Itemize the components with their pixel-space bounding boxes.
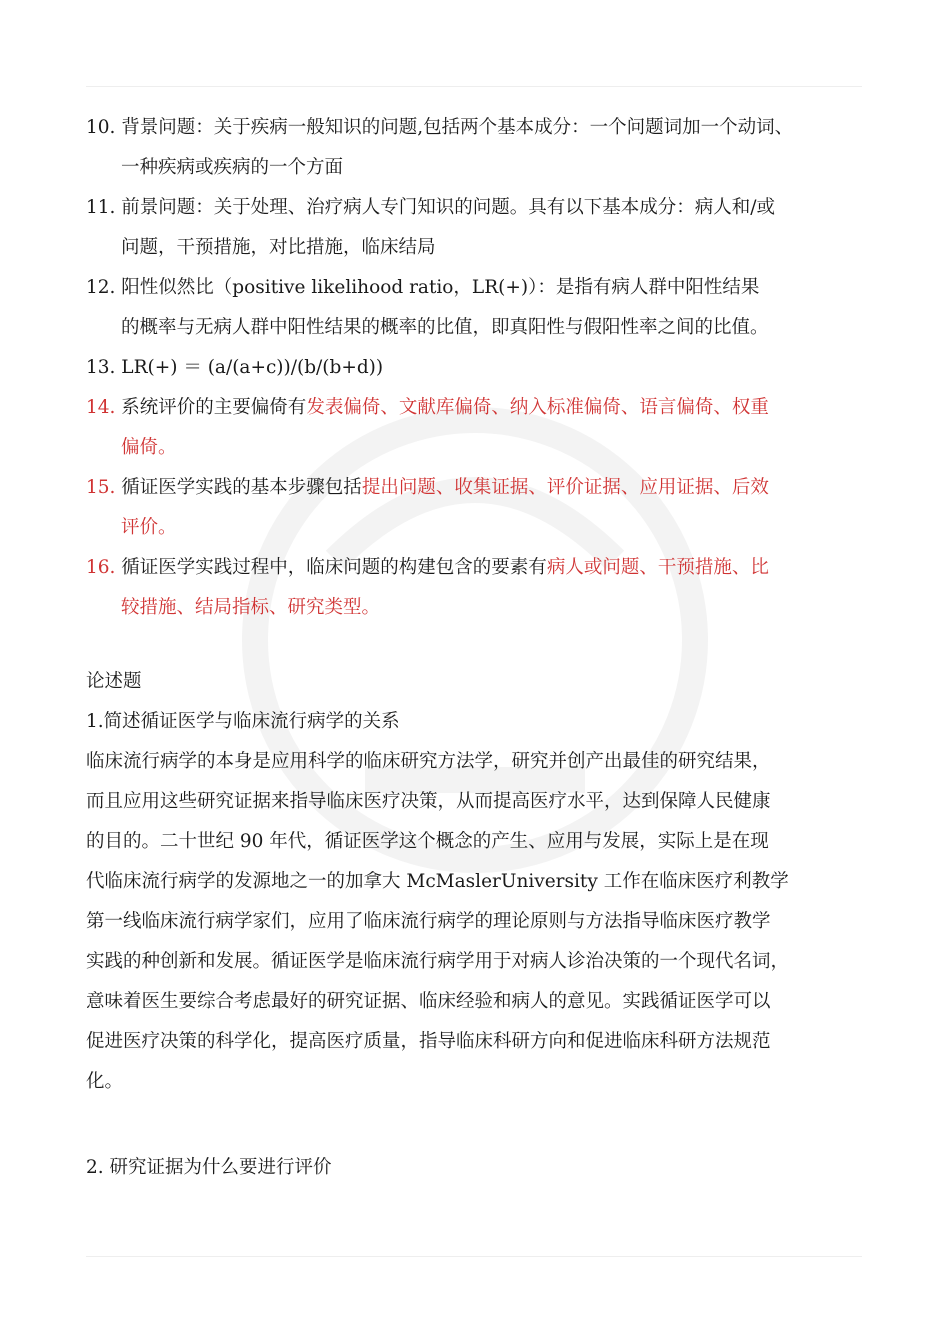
question-1: 1.简述循证医学与临床流行病学的关系: [86, 711, 400, 732]
document-body: [86, 108, 862, 1188]
list-item: 12. 阳性似然比（positive likelihood ratio，LR(+)）：是指有病人群中阳性结果 的概率与无病人群中阳性结果的概率的比值，即真阳性与假阳性率之间的比值。: [86, 277, 769, 338]
list-item: 11. 前景问题：关于处理、治疗病人专门知识的问题。具有以下基本成分：病人和/或 问题，干预措施，对比措施，临床结局: [86, 197, 776, 258]
question-2: 2. 研究证据为什么要进行评价: [86, 1157, 332, 1178]
list-item: 13. LR(+) ＝ (a/(a+c))/(b/(b+d)): [86, 357, 384, 378]
list-item: 14. 系统评价的主要偏倚有发表偏倚、文献库偏倚、纳入标准偏倚、语言偏倚、权重 偏倚。: [86, 397, 769, 458]
answer-paragraph: 临床流行病学的本身是应用科学的临床研究方法学，研究并创产出最佳的研究结果， 而且应用这些研究证据来指导临床医疗决策，从而提高医疗水平，达到保障人民健康 的目的。二十世纪 90 年代，循证医学这个概念的产生、应用与发展，实际上是在现 代临床流行病学的发源地之一的加拿大 McMaslerUniversity 工作在临床医疗利教学 第一线临床流行病学家们，应用了临床流行病学的理论原则与方法指导临床医疗教学 实践的种创新和发展。循证医学是临床流行病学用于对病人诊治决策的一个现代名词， 意味着医生要综合考虑最好的研究证据、临床经验和病人的意见。实践循证医学可以 促进医疗决策的科学化，提高医疗质量，指导临床科研方向和促进临床科研方法规范 化。: [86, 751, 790, 1092]
list-item: 15. 循证医学实践的基本步骤包括提出问题、收集证据、评价证据、应用证据、后效 评价。: [86, 477, 769, 538]
section-title: 论述题: [86, 671, 142, 692]
top-rule: [86, 86, 862, 87]
bottom-rule: [86, 1256, 862, 1257]
list-item: 16. 循证医学实践过程中，临床问题的构建包含的要素有病人或问题、干预措施、比 较措施、结局指标、研究类型。: [86, 557, 769, 618]
list-item: 10. 背景问题：关于疾病一般知识的问题,包括两个基本成分：一个问题词加一个动词、 一种疾病或疾病的一个方面: [86, 117, 794, 178]
